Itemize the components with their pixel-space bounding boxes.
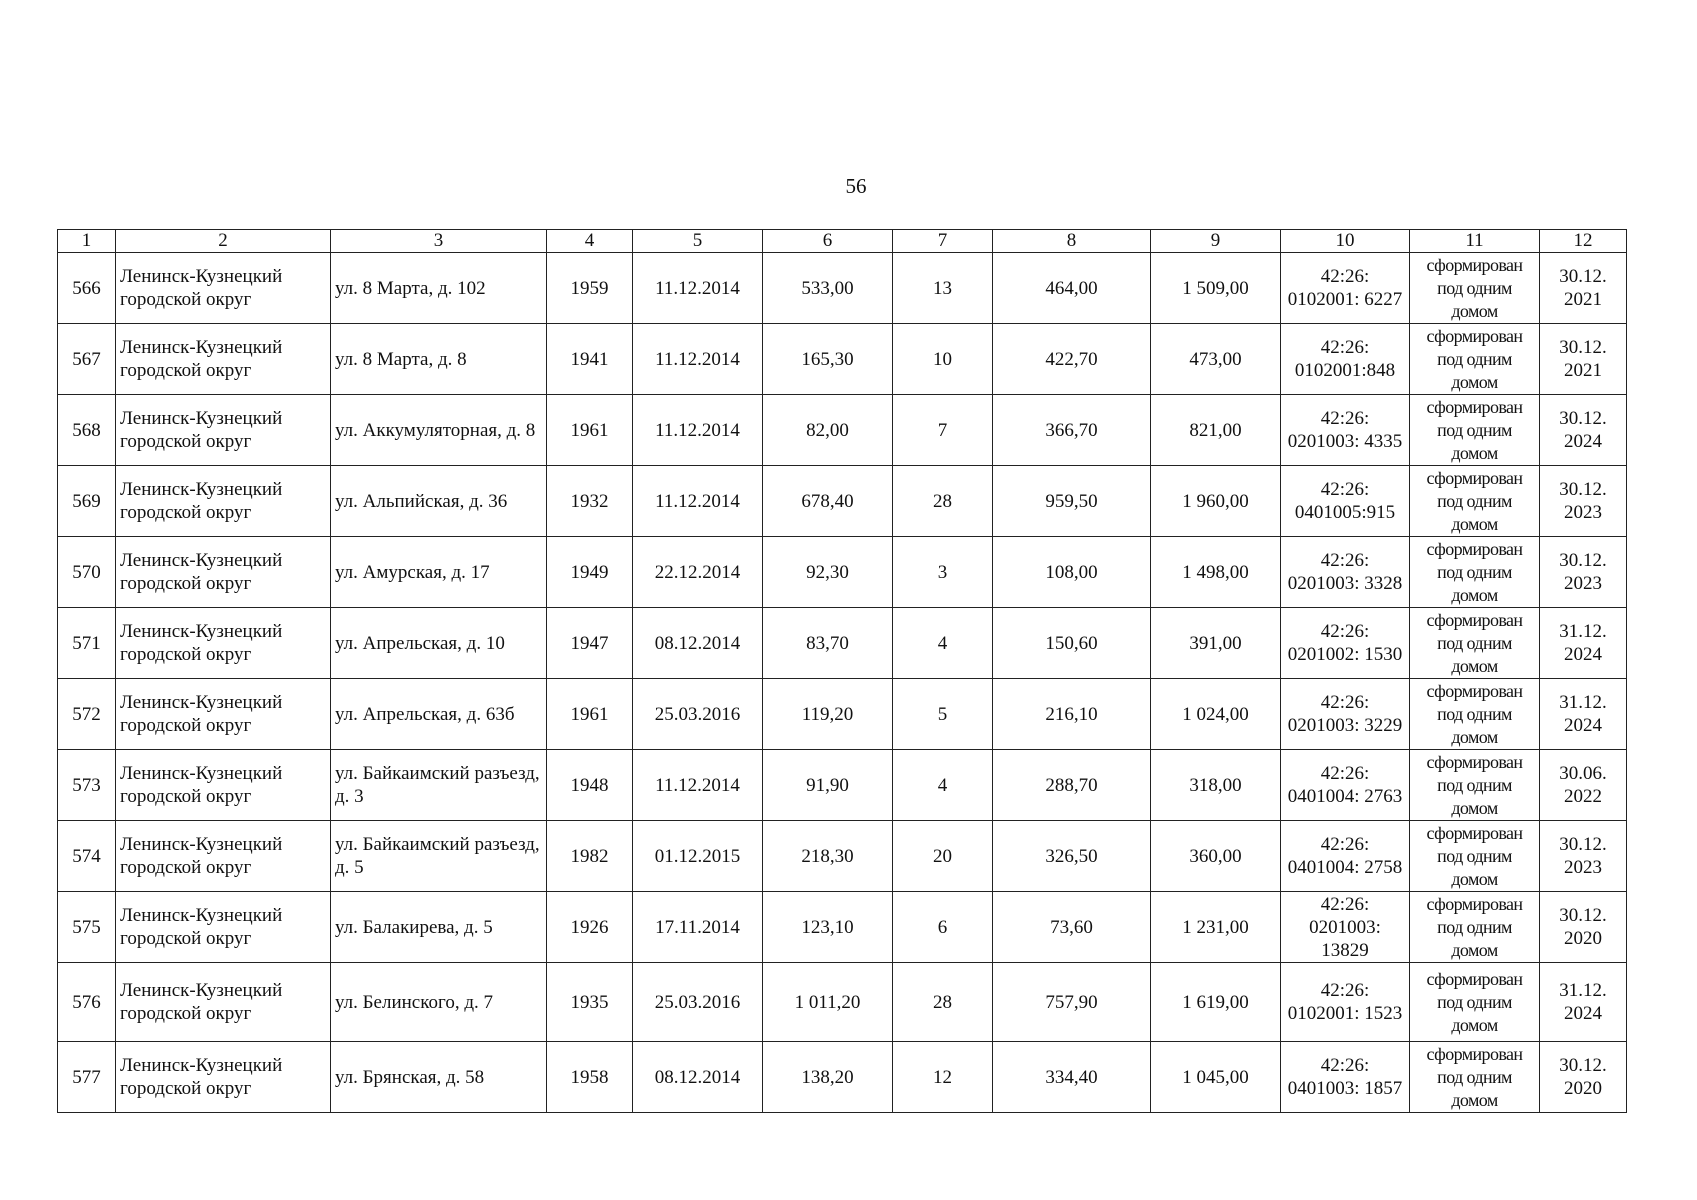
column-header: 2 — [116, 230, 331, 253]
year-cell: 1961 — [547, 679, 633, 750]
deadline-cell: 30.12. 2021 — [1540, 253, 1627, 324]
area-cell: 91,90 — [763, 750, 893, 821]
count-cell: 5 — [893, 679, 993, 750]
status-cell: сформирован под одним домом — [1410, 395, 1540, 466]
table-row — [58, 892, 1627, 963]
address-cell: ул. Апрельская, д. 10 — [331, 608, 547, 679]
table-row — [58, 324, 1627, 395]
year-cell: 1926 — [547, 892, 633, 963]
date-cell: 08.12.2014 — [633, 1042, 763, 1113]
area-cell: 366,70 — [993, 395, 1151, 466]
row-number-cell: 569 — [58, 466, 116, 537]
address-cell: ул. Белинского, д. 7 — [331, 963, 547, 1042]
count-cell: 10 — [893, 324, 993, 395]
column-header: 10 — [1281, 230, 1410, 253]
land-area-cell: 391,00 — [1151, 608, 1281, 679]
column-header: 7 — [893, 230, 993, 253]
land-area-cell: 1 509,00 — [1151, 253, 1281, 324]
date-cell: 22.12.2014 — [633, 537, 763, 608]
table-row — [58, 679, 1627, 750]
municipality-cell: Ленинск-Кузнецкий городской округ — [116, 963, 331, 1042]
count-cell: 13 — [893, 253, 993, 324]
date-cell: 25.03.2016 — [633, 963, 763, 1042]
count-cell: 3 — [893, 537, 993, 608]
deadline-cell: 30.12. 2023 — [1540, 466, 1627, 537]
cadastral-number-cell: 42:26: 0201003: 3328 — [1281, 537, 1410, 608]
column-header: 11 — [1410, 230, 1540, 253]
area-cell: 82,00 — [763, 395, 893, 466]
area-cell: 326,50 — [993, 821, 1151, 892]
area-cell: 150,60 — [993, 608, 1151, 679]
cadastral-number-cell: 42:26: 0201003: 13829 — [1281, 892, 1410, 963]
cadastral-number-cell: 42:26: 0401003: 1857 — [1281, 1042, 1410, 1113]
row-number-cell: 576 — [58, 963, 116, 1042]
date-cell: 11.12.2014 — [633, 324, 763, 395]
date-cell: 08.12.2014 — [633, 608, 763, 679]
count-cell: 7 — [893, 395, 993, 466]
column-header: 8 — [993, 230, 1151, 253]
table-row — [58, 608, 1627, 679]
status-cell: сформирован под одним домом — [1410, 821, 1540, 892]
deadline-cell: 31.12. 2024 — [1540, 963, 1627, 1042]
page-number: 56 — [845, 174, 867, 198]
date-cell: 11.12.2014 — [633, 466, 763, 537]
row-number-cell: 567 — [58, 324, 116, 395]
status-cell: сформирован под одним домом — [1410, 1042, 1540, 1113]
column-header: 12 — [1540, 230, 1627, 253]
year-cell: 1947 — [547, 608, 633, 679]
housing-registry-table — [57, 229, 1627, 1113]
area-cell: 119,20 — [763, 679, 893, 750]
row-number-cell: 572 — [58, 679, 116, 750]
year-cell: 1982 — [547, 821, 633, 892]
municipality-cell: Ленинск-Кузнецкий городской округ — [116, 608, 331, 679]
status-cell: сформирован под одним домом — [1410, 466, 1540, 537]
cadastral-number-cell: 42:26: 0401004: 2763 — [1281, 750, 1410, 821]
year-cell: 1959 — [547, 253, 633, 324]
cadastral-number-cell: 42:26: 0201003: 4335 — [1281, 395, 1410, 466]
status-cell: сформирован под одним домом — [1410, 750, 1540, 821]
date-cell: 17.11.2014 — [633, 892, 763, 963]
address-cell: ул. Байкаимский разъезд, д. 3 — [331, 750, 547, 821]
area-cell: 108,00 — [993, 537, 1151, 608]
row-number-cell: 573 — [58, 750, 116, 821]
status-cell: сформирован под одним домом — [1410, 324, 1540, 395]
table-row — [58, 750, 1627, 821]
municipality-cell: Ленинск-Кузнецкий городской округ — [116, 395, 331, 466]
area-cell: 334,40 — [993, 1042, 1151, 1113]
table-row — [58, 1042, 1627, 1113]
deadline-cell: 30.12. 2020 — [1540, 1042, 1627, 1113]
area-cell: 757,90 — [993, 963, 1151, 1042]
status-cell: сформирован под одним домом — [1410, 253, 1540, 324]
land-area-cell: 1 960,00 — [1151, 466, 1281, 537]
address-cell: ул. Апрельская, д. 63б — [331, 679, 547, 750]
area-cell: 73,60 — [993, 892, 1151, 963]
date-cell: 01.12.2015 — [633, 821, 763, 892]
table-row — [58, 466, 1627, 537]
count-cell: 12 — [893, 1042, 993, 1113]
deadline-cell: 30.12. 2023 — [1540, 821, 1627, 892]
count-cell: 20 — [893, 821, 993, 892]
land-area-cell: 1 045,00 — [1151, 1042, 1281, 1113]
municipality-cell: Ленинск-Кузнецкий городской округ — [116, 892, 331, 963]
municipality-cell: Ленинск-Кузнецкий городской округ — [116, 324, 331, 395]
count-cell: 28 — [893, 466, 993, 537]
status-cell: сформирован под одним домом — [1410, 537, 1540, 608]
year-cell: 1948 — [547, 750, 633, 821]
table-body — [58, 253, 1627, 1113]
address-cell: ул. Байкаимский разъезд, д. 5 — [331, 821, 547, 892]
area-cell: 533,00 — [763, 253, 893, 324]
area-cell: 678,40 — [763, 466, 893, 537]
column-header: 6 — [763, 230, 893, 253]
land-area-cell: 821,00 — [1151, 395, 1281, 466]
area-cell: 138,20 — [763, 1042, 893, 1113]
land-area-cell: 1 619,00 — [1151, 963, 1281, 1042]
municipality-cell: Ленинск-Кузнецкий городской округ — [116, 750, 331, 821]
row-number-cell: 574 — [58, 821, 116, 892]
date-cell: 11.12.2014 — [633, 395, 763, 466]
land-area-cell: 473,00 — [1151, 324, 1281, 395]
address-cell: ул. Альпийская, д. 36 — [331, 466, 547, 537]
deadline-cell: 30.12. 2024 — [1540, 395, 1627, 466]
land-area-cell: 1 231,00 — [1151, 892, 1281, 963]
status-cell: сформирован под одним домом — [1410, 608, 1540, 679]
land-area-cell: 360,00 — [1151, 821, 1281, 892]
year-cell: 1932 — [547, 466, 633, 537]
date-cell: 11.12.2014 — [633, 253, 763, 324]
address-cell: ул. Амурская, д. 17 — [331, 537, 547, 608]
row-number-cell: 568 — [58, 395, 116, 466]
municipality-cell: Ленинск-Кузнецкий городской округ — [116, 253, 331, 324]
deadline-cell: 30.12. 2020 — [1540, 892, 1627, 963]
date-cell: 25.03.2016 — [633, 679, 763, 750]
table-row — [58, 395, 1627, 466]
land-area-cell: 1 024,00 — [1151, 679, 1281, 750]
municipality-cell: Ленинск-Кузнецкий городской округ — [116, 537, 331, 608]
municipality-cell: Ленинск-Кузнецкий городской округ — [116, 1042, 331, 1113]
area-cell: 464,00 — [993, 253, 1151, 324]
cadastral-number-cell: 42:26: 0102001: 1523 — [1281, 963, 1410, 1042]
area-cell: 422,70 — [993, 324, 1151, 395]
municipality-cell: Ленинск-Кузнецкий городской округ — [116, 821, 331, 892]
status-cell: сформирован под одним домом — [1410, 892, 1540, 963]
area-cell: 959,50 — [993, 466, 1151, 537]
area-cell: 165,30 — [763, 324, 893, 395]
area-cell: 92,30 — [763, 537, 893, 608]
area-cell: 218,30 — [763, 821, 893, 892]
municipality-cell: Ленинск-Кузнецкий городской округ — [116, 679, 331, 750]
cadastral-number-cell: 42:26: 0201002: 1530 — [1281, 608, 1410, 679]
cadastral-number-cell: 42:26: 0102001: 6227 — [1281, 253, 1410, 324]
year-cell: 1961 — [547, 395, 633, 466]
table-row — [58, 821, 1627, 892]
row-number-cell: 577 — [58, 1042, 116, 1113]
address-cell: ул. 8 Марта, д. 8 — [331, 324, 547, 395]
column-header: 9 — [1151, 230, 1281, 253]
column-header: 3 — [331, 230, 547, 253]
cadastral-number-cell: 42:26: 0401004: 2758 — [1281, 821, 1410, 892]
area-cell: 216,10 — [993, 679, 1151, 750]
area-cell: 123,10 — [763, 892, 893, 963]
land-area-cell: 318,00 — [1151, 750, 1281, 821]
count-cell: 28 — [893, 963, 993, 1042]
table-row — [58, 963, 1627, 1042]
count-cell: 4 — [893, 750, 993, 821]
deadline-cell: 30.06. 2022 — [1540, 750, 1627, 821]
column-header: 5 — [633, 230, 763, 253]
column-header: 4 — [547, 230, 633, 253]
row-number-cell: 570 — [58, 537, 116, 608]
row-number-cell: 566 — [58, 253, 116, 324]
row-number-cell: 571 — [58, 608, 116, 679]
deadline-cell: 30.12. 2021 — [1540, 324, 1627, 395]
row-number-cell: 575 — [58, 892, 116, 963]
cadastral-number-cell: 42:26: 0401005:915 — [1281, 466, 1410, 537]
status-cell: сформирован под одним домом — [1410, 679, 1540, 750]
header-row — [58, 230, 1627, 253]
year-cell: 1949 — [547, 537, 633, 608]
area-cell: 1 011,20 — [763, 963, 893, 1042]
count-cell: 6 — [893, 892, 993, 963]
cadastral-number-cell: 42:26: 0201003: 3229 — [1281, 679, 1410, 750]
year-cell: 1941 — [547, 324, 633, 395]
table-row — [58, 537, 1627, 608]
year-cell: 1958 — [547, 1042, 633, 1113]
cadastral-number-cell: 42:26: 0102001:848 — [1281, 324, 1410, 395]
area-cell: 288,70 — [993, 750, 1151, 821]
date-cell: 11.12.2014 — [633, 750, 763, 821]
column-header: 1 — [58, 230, 116, 253]
deadline-cell: 31.12. 2024 — [1540, 608, 1627, 679]
area-cell: 83,70 — [763, 608, 893, 679]
address-cell: ул. Балакирева, д. 5 — [331, 892, 547, 963]
land-area-cell: 1 498,00 — [1151, 537, 1281, 608]
table-row — [58, 253, 1627, 324]
deadline-cell: 31.12. 2024 — [1540, 679, 1627, 750]
address-cell: ул. 8 Марта, д. 102 — [331, 253, 547, 324]
address-cell: ул. Брянская, д. 58 — [331, 1042, 547, 1113]
address-cell: ул. Аккумуляторная, д. 8 — [331, 395, 547, 466]
municipality-cell: Ленинск-Кузнецкий городской округ — [116, 466, 331, 537]
count-cell: 4 — [893, 608, 993, 679]
status-cell: сформирован под одним домом — [1410, 963, 1540, 1042]
year-cell: 1935 — [547, 963, 633, 1042]
deadline-cell: 30.12. 2023 — [1540, 537, 1627, 608]
